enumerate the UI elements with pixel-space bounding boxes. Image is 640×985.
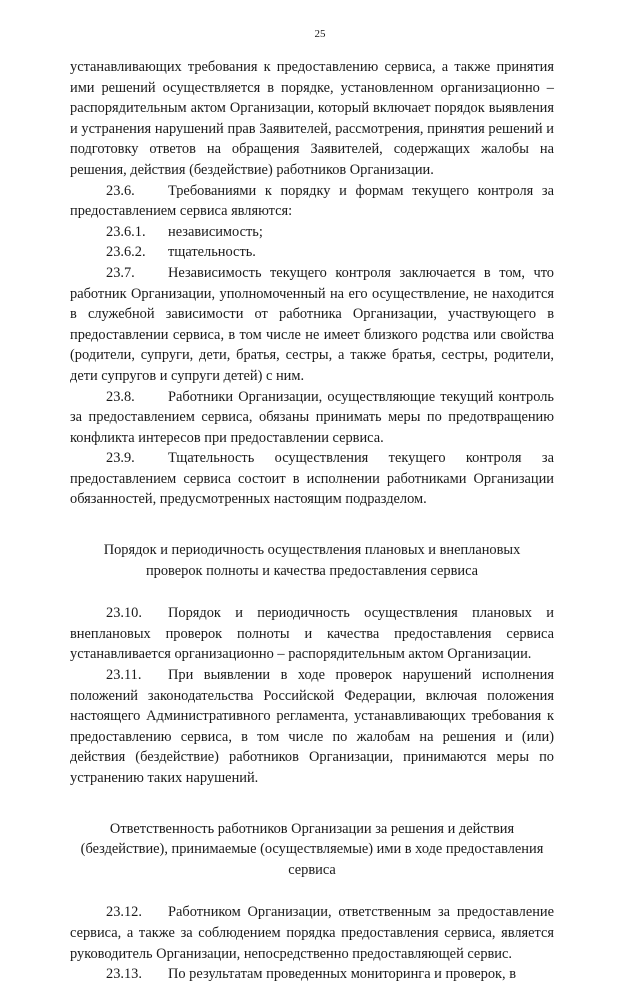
- paragraph-number: 23.13.: [106, 966, 142, 983]
- paragraph-text: Работники Организации, осуществляющие текущий контроль за предоставлением сервиса, обязаны принимать меры по предотвращению конфликта интересов при предоставлении сервиса.: [70, 388, 554, 446]
- paragraph-number: 23.10.: [106, 605, 142, 622]
- paragraph-23-6-2: [70, 242, 554, 263]
- page-number: 25: [314, 28, 326, 40]
- paragraph-text: Независимость текущего контроля заключается в том, что работник Организации, уполномоченный на его осуществление, не находится в служебной зависимости от работника Организации, участвующего в предоставлении сервиса, в том числе не имеет близкого родства или свойства (родители, супруги, дети, братья, сестры, а также братья, сестры, родители, дети супругов и супруги детей) с ним.: [70, 264, 554, 384]
- heading-line: Порядок и периодичность осуществления плановых и внеплановых: [103, 542, 521, 559]
- paragraph-text: независимость;: [168, 223, 263, 240]
- heading-line: (бездействие), принимаемые (осуществляемые) ими в ходе предоставления: [80, 841, 544, 858]
- paragraph-text: При выявлении в ходе проверок нарушений исполнения положений законодательства Российской Федерации, включая положения настоящего Административного регламента, устанавливающих требования к предоставлению сервиса, в том числе по жалобам на решения и (или) действия (бездействие) работников Организации, принимаются меры по устранению таких нарушений.: [70, 667, 554, 786]
- paragraph-number: 23.6.1.: [106, 223, 146, 240]
- heading-line: проверок полноты и качества предоставления сервиса: [145, 562, 479, 579]
- section-heading-inspections: [70, 540, 554, 581]
- paragraph-number: 23.6.2.: [106, 244, 146, 261]
- paragraph-number: 23.6.: [106, 182, 135, 199]
- paragraph-23-6: [70, 181, 554, 222]
- intro-paragraph: устанавливающих требования к предоставлению сервиса, а также принятия ими решений осуществляется в порядке, установленном организационно – распорядительным актом Организации, который включает порядок выявления и устранения нарушений прав Заявителей, рассмотрения, принятия решений и подготовку ответов на обращения Заявителей, содержащих жалобы на решения, действия (бездействие) работников Организации.: [70, 59, 554, 178]
- paragraph-23-6-1: [70, 222, 554, 243]
- paragraph-number: 23.12.: [106, 904, 142, 921]
- paragraph-23-12: [70, 902, 554, 964]
- paragraph-23-11: [70, 665, 554, 789]
- paragraph-number: 23.11.: [106, 667, 142, 684]
- paragraph-text: тщательность.: [168, 244, 256, 261]
- paragraph-text: Требованиями к порядку и формам текущего контроля за предоставлением сервиса являются:: [70, 182, 554, 220]
- document-body: [70, 57, 554, 985]
- paragraph-text: Порядок и периодичность осуществления плановых и внеплановых проверок полноты и качества предоставления сервиса устанавливается организационно – распорядительным актом Организации.: [70, 605, 554, 663]
- heading-line: Ответственность работников Организации за решения и действия: [109, 820, 515, 837]
- heading-line: сервиса: [288, 861, 336, 878]
- paragraph-23-9: [70, 448, 554, 510]
- paragraph-text: По результатам проведенных мониторинга и проверок, в: [168, 966, 517, 983]
- paragraph-text: Работником Организации, ответственным за предоставление сервиса, а также за соблюдением порядка предоставления сервиса, является руководитель Организации, непосредственно предоставляющей сервис.: [70, 904, 554, 962]
- paragraph-23-10: [70, 603, 554, 665]
- paragraph-text: Тщательность осуществления текущего контроля за предоставлением сервиса состоит в исполнении работниками Организации обязанностей, предусмотренных настоящим подразделом.: [70, 450, 554, 508]
- paragraph-23-8: [70, 387, 554, 449]
- section-heading-responsibility: [70, 819, 554, 881]
- paragraph-number: 23.9.: [106, 450, 135, 467]
- paragraph-23-7: [70, 263, 554, 387]
- paragraph-23-13: [70, 964, 554, 985]
- paragraph-number: 23.7.: [106, 264, 135, 281]
- paragraph-number: 23.8.: [106, 388, 135, 405]
